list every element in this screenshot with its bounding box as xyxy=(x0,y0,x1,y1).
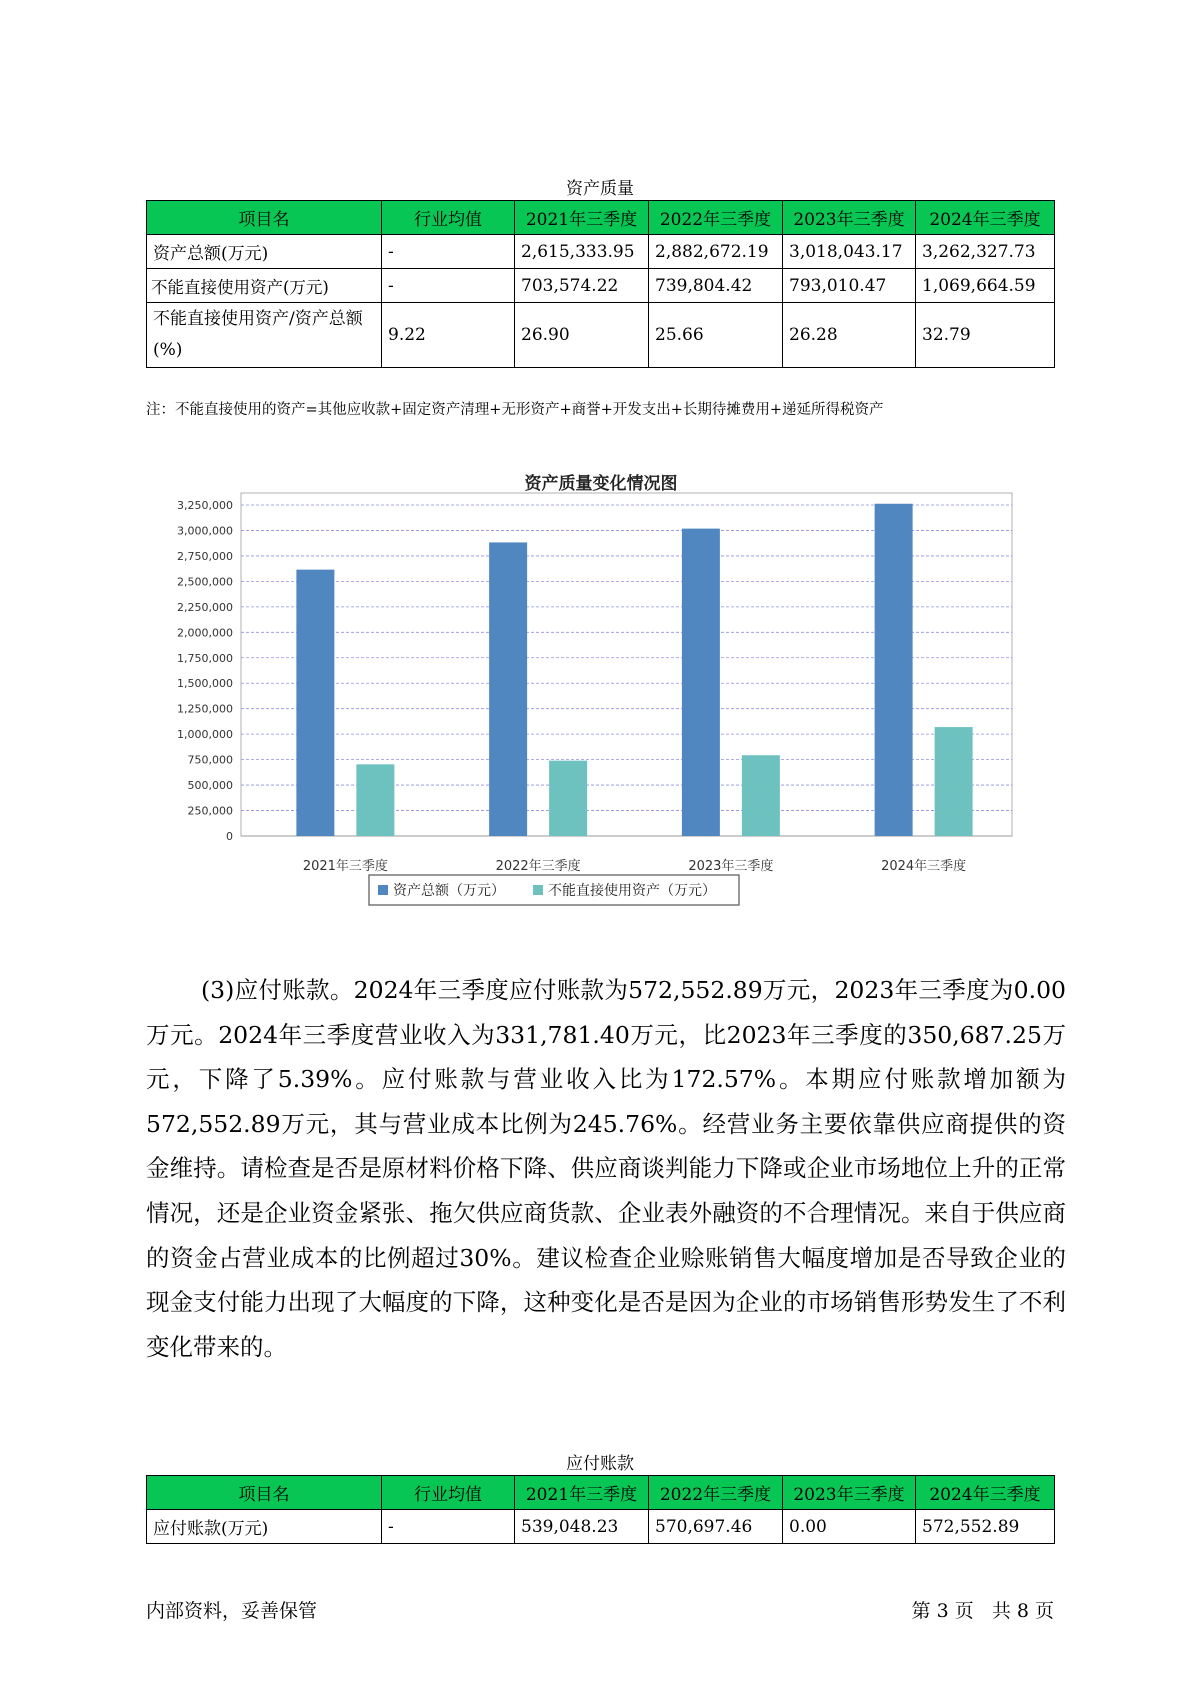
x-tick-label: 2021年三季度 xyxy=(302,859,388,874)
y-tick-label: 1,500,000 xyxy=(177,677,233,691)
y-tick-label: 1,250,000 xyxy=(177,702,233,716)
header-cell: 2022年三季度 xyxy=(649,1476,783,1510)
table-cell: 2,882,672.19 xyxy=(649,235,783,269)
table-cell: 应付账款(万元) xyxy=(147,1510,382,1544)
header-cell: 2021年三季度 xyxy=(515,201,649,235)
chart-y-axis xyxy=(177,499,233,843)
table-cell: 26.28 xyxy=(783,303,916,368)
x-tick-label: 2024年三季度 xyxy=(881,859,967,874)
chart-x-axis xyxy=(303,858,966,874)
chart-bar xyxy=(296,570,334,836)
y-tick-label: 250,000 xyxy=(187,804,233,818)
table-cell: 3,262,327.73 xyxy=(916,235,1055,269)
legend-label: 资产总额（万元） xyxy=(393,883,505,899)
chart-bar xyxy=(489,542,527,836)
table-cell: 32.79 xyxy=(916,303,1055,368)
y-tick-label: 3,250,000 xyxy=(177,499,233,512)
table-cell: 703,574.22 xyxy=(515,269,649,303)
table-cell: 26.90 xyxy=(515,303,649,368)
table-row xyxy=(147,269,1055,303)
header-cell: 项目名 xyxy=(147,201,382,235)
chart-bar xyxy=(935,727,973,836)
header-cell: 项目名 xyxy=(147,1476,382,1510)
y-tick-label: 0 xyxy=(226,830,233,843)
y-tick-label: 1,000,000 xyxy=(177,728,233,742)
table-header-row xyxy=(147,201,1055,235)
chart-bar xyxy=(549,761,587,836)
table-row xyxy=(147,1510,1055,1544)
legend-label: 不能直接使用资产（万元） xyxy=(548,883,716,899)
y-tick-label: 2,000,000 xyxy=(177,626,233,640)
table-cell: 0.00 xyxy=(783,1510,916,1544)
x-tick-label: 2023年三季度 xyxy=(688,859,774,874)
table-cell: - xyxy=(382,235,515,269)
y-tick-label: 2,500,000 xyxy=(177,575,233,589)
x-tick-label: 2022年三季度 xyxy=(495,859,581,874)
footer-confidential: 内部资料，妥善保管 xyxy=(146,1600,318,1622)
y-tick-label: 2,250,000 xyxy=(177,600,233,614)
table-cell: - xyxy=(382,1510,515,1544)
header-cell: 2023年三季度 xyxy=(783,201,916,235)
table-cell: 资产总额(万元) xyxy=(147,235,382,269)
table-cell: - xyxy=(382,269,515,303)
table-cell: 2,615,333.95 xyxy=(515,235,649,269)
header-cell: 2022年三季度 xyxy=(649,201,783,235)
chart-bar xyxy=(356,764,394,836)
chart-bar xyxy=(875,504,913,836)
table-note: 注：不能直接使用的资产=其他应收款+固定资产清理+无形资产+商誉+开发支出+长期待摊费用+递延所得税资产 xyxy=(146,402,884,418)
chart-bars xyxy=(296,504,972,836)
y-tick-label: 1,750,000 xyxy=(177,651,233,665)
header-cell: 2024年三季度 xyxy=(916,1476,1055,1510)
payable-table xyxy=(146,1475,1055,1544)
y-tick-label: 750,000 xyxy=(187,753,233,767)
y-tick-label: 500,000 xyxy=(187,779,233,793)
payable-table-caption: 应付账款 xyxy=(566,1454,634,1474)
table-cell: 25.66 xyxy=(649,303,783,368)
asset-quality-table xyxy=(146,200,1055,368)
table-cell: 不能直接使用资产(万元) xyxy=(147,269,382,303)
table-row xyxy=(147,303,1055,368)
chart-bar xyxy=(742,755,780,836)
table-cell: 1,069,664.59 xyxy=(916,269,1055,303)
asset-quality-chart xyxy=(146,472,1046,922)
page-number: 第 3 页 共 8 页 xyxy=(911,1600,1054,1622)
header-cell: 2021年三季度 xyxy=(515,1476,649,1510)
table-cell: 不能直接使用资产/资产总额(%) xyxy=(147,303,382,368)
table-header-row xyxy=(147,1476,1055,1510)
table-row xyxy=(147,235,1055,269)
chart-bar xyxy=(682,529,720,836)
header-cell: 2023年三季度 xyxy=(783,1476,916,1510)
header-cell: 2024年三季度 xyxy=(916,201,1055,235)
y-tick-label: 2,750,000 xyxy=(177,549,233,563)
header-cell: 行业均值 xyxy=(382,201,515,235)
legend-swatch xyxy=(533,885,543,895)
header-cell: 行业均值 xyxy=(382,1476,515,1510)
chart-legend xyxy=(369,875,739,905)
table-cell: 539,048.23 xyxy=(515,1510,649,1544)
asset-table-caption: 资产质量 xyxy=(566,179,634,199)
table-cell: 793,010.47 xyxy=(783,269,916,303)
body-text xyxy=(146,968,1066,1369)
table-cell: 9.22 xyxy=(382,303,515,368)
y-tick-label: 3,000,000 xyxy=(177,524,233,538)
legend-swatch xyxy=(378,885,388,895)
table-cell: 570,697.46 xyxy=(649,1510,783,1544)
table-cell: 572,552.89 xyxy=(916,1510,1055,1544)
table-cell: 739,804.42 xyxy=(649,269,783,303)
chart-title: 资产质量变化情况图 xyxy=(524,474,678,494)
table-cell: 3,018,043.17 xyxy=(783,235,916,269)
paragraph-payables: (3)应付账款。2024年三季度应付账款为572,552.89万元，2023年三季度为0.00万元。2024年三季度营业收入为331,781.40万元，比2023年三季度的350,687.25万元，下降了5.39%。应付账款与营业收入比为172.57%。本期应付账款增加额为572,552.89万元，其与营业成本比例为245.76%。经营业务主要依靠供应商提供的资金维持。请检查是否是原材料价格下降、供应商谈判能力下降或企业市场地位上升的正常情况，还是企业资金紧张、拖欠供应商货款、企业表外融资的不合理情况。来自于供应商的资金占营业成本的比例超过30%。建议检查企业赊账销售大幅度增加是否导致企业的现金支付能力出现了大幅度的下降，这种变化是否是因为企业的市场销售形势发生了不利变化带来的。 xyxy=(146,976,1066,1361)
